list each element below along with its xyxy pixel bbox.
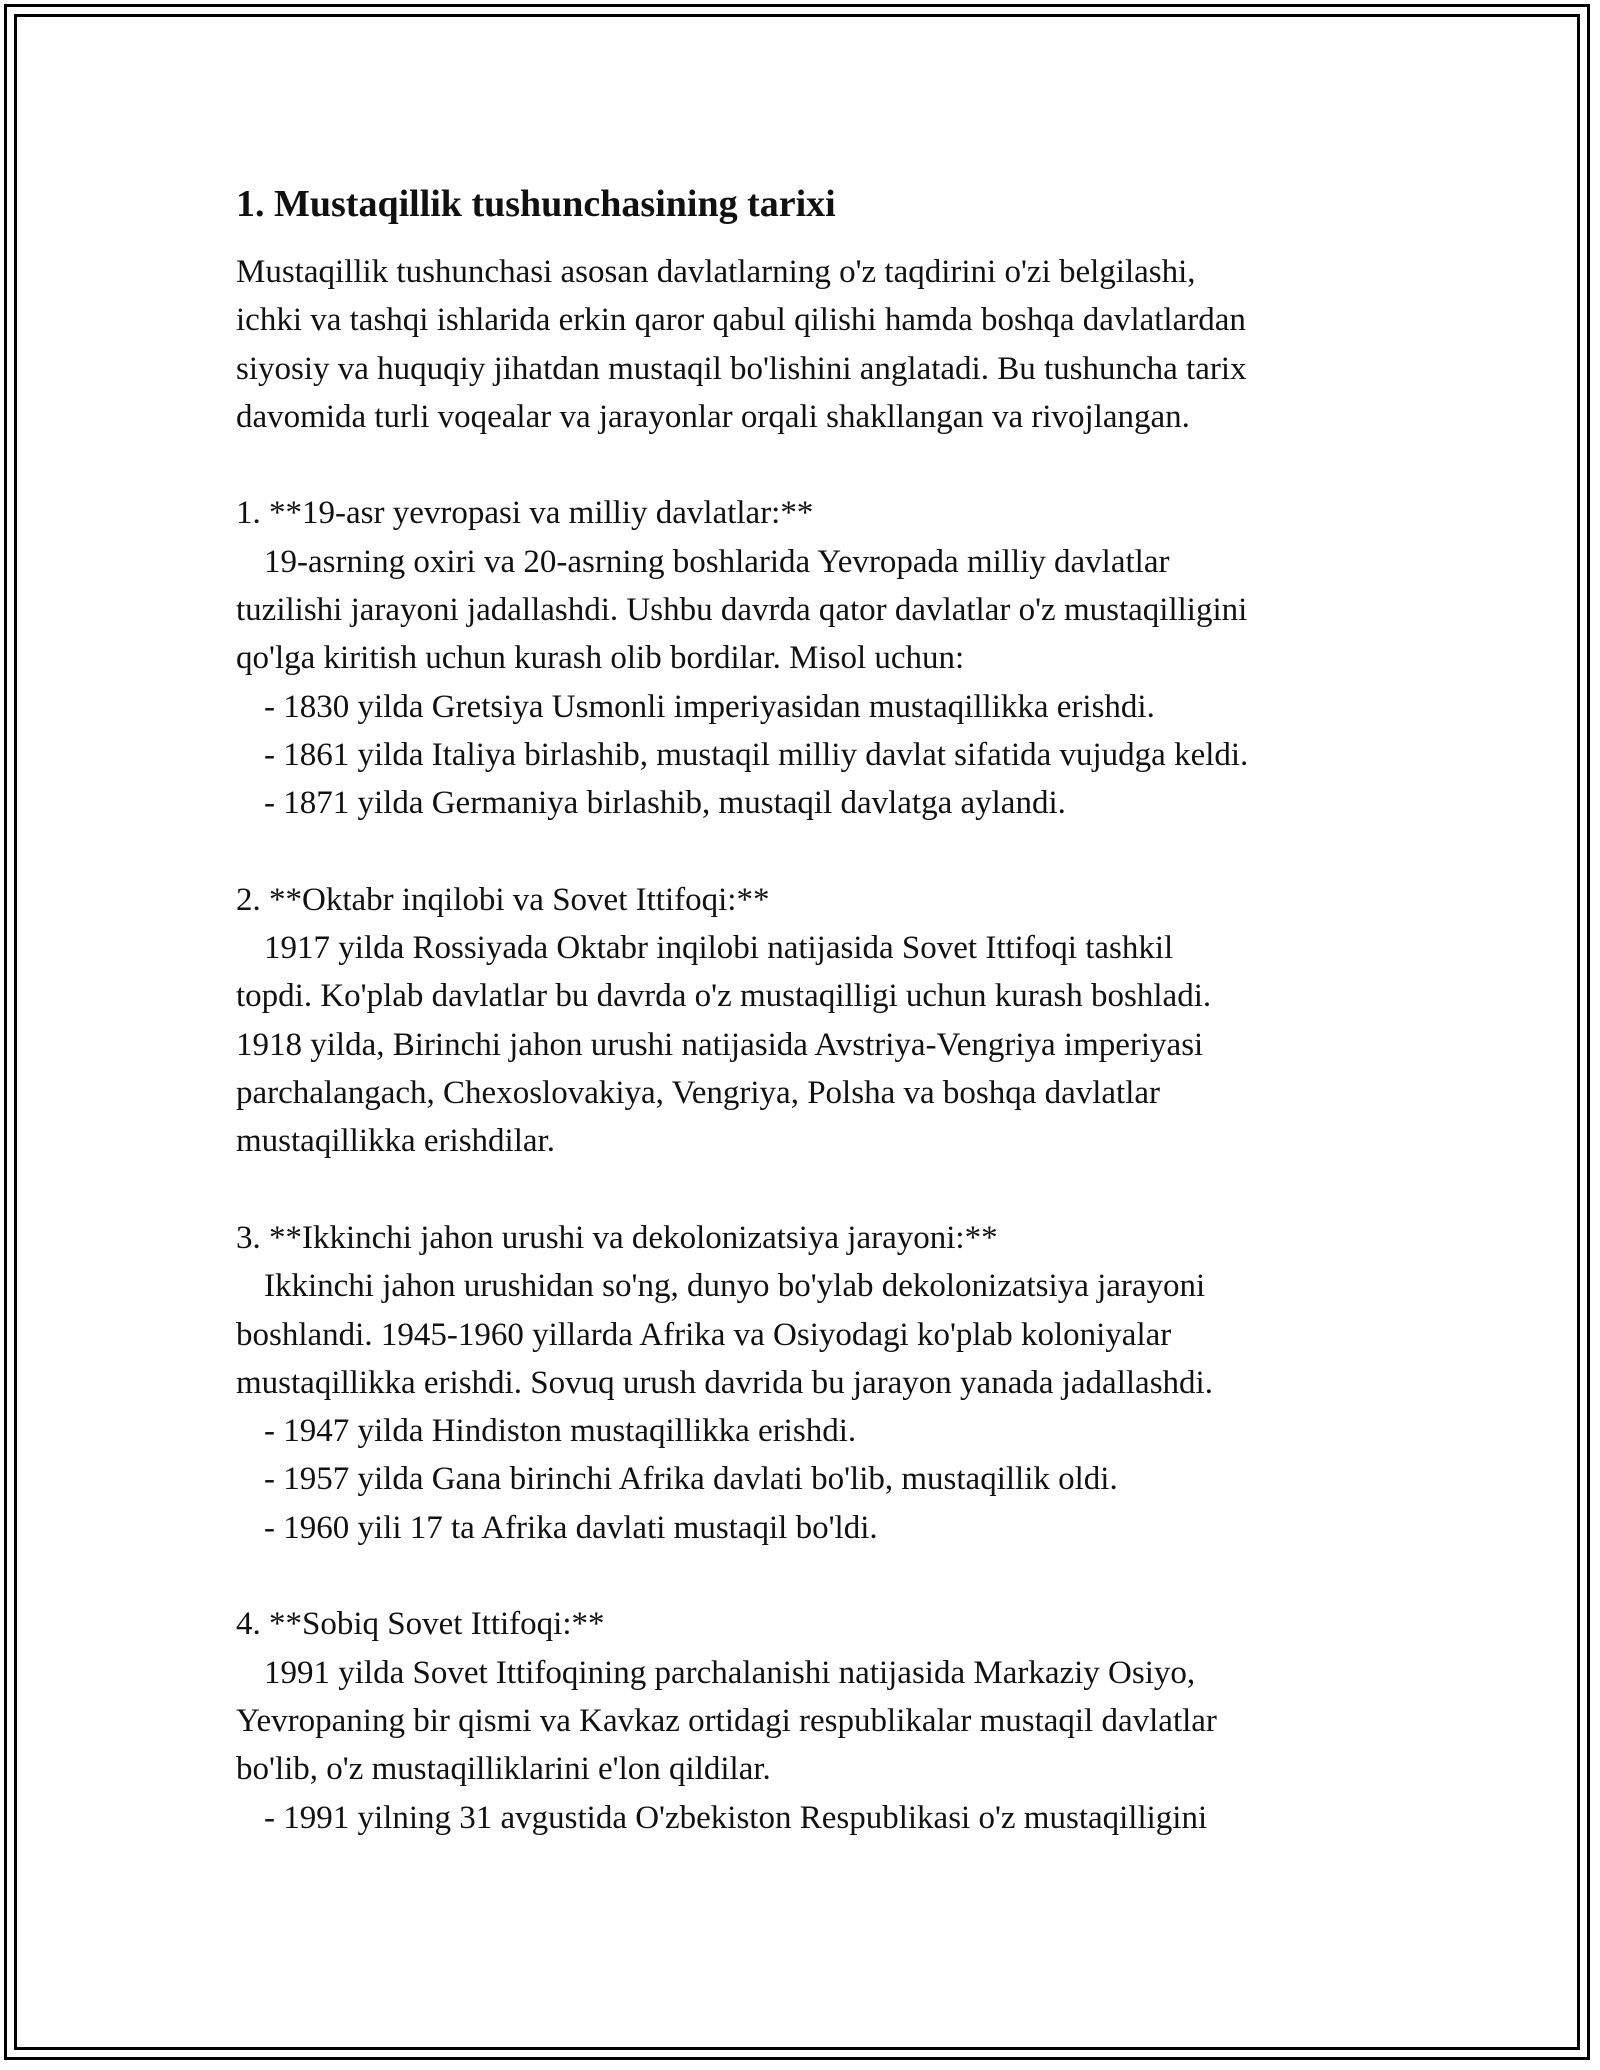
list-item: - 1871 yilda Germaniya birlashib, mustaqil davlatga aylandi.: [264, 785, 1066, 822]
section-1: [236, 489, 1396, 827]
section-heading: 1. **19-asr yevropasi va milliy davlatlar:**: [236, 495, 814, 532]
section-line: mustaqillikka erishdi. Sovuq urush davrida bu jarayon yanada jadallashdi.: [236, 1364, 1213, 1401]
list-item: - 1861 yilda Italiya birlashib, mustaqil milliy davlat sifatida vujudga keldi.: [264, 736, 1249, 773]
intro-line: davomida turli voqealar va jarayonlar orqali shakllangan va rivojlangan.: [236, 398, 1190, 435]
intro-paragraph: [236, 248, 1396, 441]
section-line: tuzilishi jarayoni jadallashdi. Ushbu davrda qator davlatlar o'z mustaqilligini: [236, 592, 1248, 629]
section-heading: 2. **Oktabr inqilobi va Sovet Ittifoqi:**: [236, 881, 770, 918]
spacer: [236, 1552, 1396, 1600]
section-heading: 4. **Sobiq Sovet Ittifoqi:**: [236, 1606, 605, 1643]
section-line: mustaqillikka erishdilar.: [236, 1123, 555, 1160]
list-item: - 1947 yilda Hindiston mustaqillikka erishdi.: [264, 1413, 857, 1450]
document-body: [236, 180, 1396, 1842]
section-line: boshlandi. 1945-1960 yillarda Afrika va Osiyodagi ko'plab koloniyalar: [236, 1316, 1172, 1353]
section-line: bo'lib, o'z mustaqilliklarini e'lon qildilar.: [236, 1751, 771, 1788]
section-heading: 3. **Ikkinchi jahon urushi va dekolonizatsiya jarayoni:**: [236, 1219, 998, 1256]
section-3: [236, 1214, 1396, 1552]
list-item: - 1960 yili 17 ta Afrika davlati mustaqil bo'ldi.: [264, 1509, 878, 1546]
section-line: 19-asrning oxiri va 20-asrning boshlarida Yevropada milliy davlatlar: [264, 543, 1170, 580]
section-line: qo'lga kiritish uchun kurash olib bordilar. Misol uchun:: [236, 640, 965, 677]
list-item: - 1957 yilda Gana birinchi Afrika davlati bo'lib, mustaqillik oldi.: [264, 1461, 1118, 1498]
section-line: topdi. Ko'plab davlatlar bu davrda o'z mustaqilligi uchun kurash boshladi.: [236, 978, 1212, 1015]
document-title: 1. Mustaqillik tushunchasining tarixi: [236, 183, 836, 225]
section-line: 1917 yilda Rossiyada Oktabr inqilobi natijasida Sovet Ittifoqi tashkil: [264, 930, 1174, 967]
list-item: - 1991 yilning 31 avgustida O'zbekiston Respublikasi o'z mustaqilligini: [264, 1799, 1208, 1836]
spacer: [236, 441, 1396, 489]
spacer: [236, 828, 1396, 876]
spacer: [236, 1166, 1396, 1214]
section-2: [236, 876, 1396, 1166]
section-line: Ikkinchi jahon urushidan so'ng, dunyo bo'ylab dekolonizatsiya jarayoni: [264, 1268, 1206, 1305]
section-line: 1991 yilda Sovet Ittifoqining parchalanishi natijasida Markaziy Osiyo,: [264, 1654, 1196, 1691]
intro-line: siyosiy va huquqiy jihatdan mustaqil bo'lishini anglatadi. Bu tushuncha tarix: [236, 350, 1247, 387]
section-line: Yevropaning bir qismi va Kavkaz ortidagi respublikalar mustaqil davlatlar: [236, 1702, 1217, 1739]
list-item: - 1830 yilda Gretsiya Usmonli imperiyasidan mustaqillikka erishdi.: [264, 688, 1155, 725]
intro-line: ichki va tashqi ishlarida erkin qaror qabul qilishi hamda boshqa davlatlardan: [236, 302, 1246, 339]
section-4: [236, 1600, 1396, 1841]
section-line: 1918 yilda, Birinchi jahon urushi natijasida Avstriya-Vengriya imperiyasi: [236, 1026, 1204, 1063]
intro-line: Mustaqillik tushunchasi asosan davlatlarning o'z taqdirini o'zi belgilashi,: [236, 254, 1196, 290]
section-line: parchalangach, Chexoslovakiya, Vengriya, Polsha va boshqa davlatlar: [236, 1075, 1161, 1112]
